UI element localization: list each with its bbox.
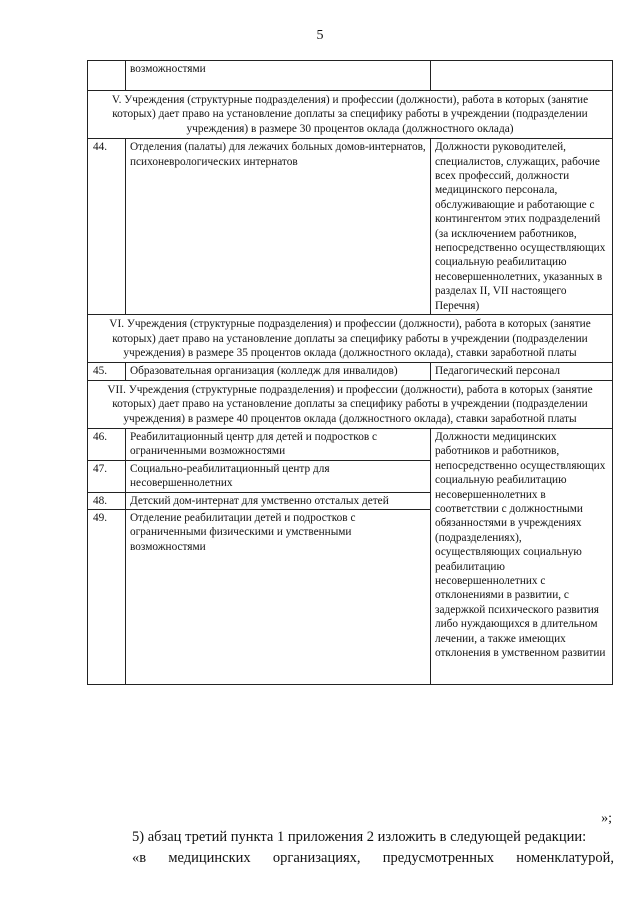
- table-row: [88, 363, 613, 380]
- position-cell: [431, 61, 613, 91]
- section-title: VII. Учреждения (структурные подразделения) и профессии (должности), работа в которых (занятие которых) дает право на установление доплаты за специфику работы в учреждении (подразделении учреждения) в размере 40 процентов оклада (должностного оклада), ставки заработной платы: [88, 380, 613, 428]
- number-cell: 47.: [88, 460, 126, 492]
- table-row: [88, 139, 613, 315]
- section-title: V. Учреждения (структурные подразделения) и профессии (должности), работа в которых (занятие которых) дает право на установление доплаты за специфику работы в учреждении (подразделении учреждения) в размере 30 процентов оклада (должностного оклада): [88, 91, 613, 139]
- name-cell: Отделение реабилитации детей и подростков с ограниченными физическими и умственными возможностями: [126, 509, 431, 684]
- section-header-v: [88, 91, 613, 139]
- name-cell: Реабилитационный центр для детей и подростков с ограниченными возможностями: [126, 428, 431, 460]
- number-cell: [88, 61, 126, 91]
- name-cell: возможностями: [126, 61, 431, 91]
- position-cell: Должности руководителей, специалистов, служащих, рабочие всех профессий, должности медицинского персонала, обслуживающие и работающие с контингентом этих подразделений (за исключением работников, непосредственно осуществляющих социальную реабилитацию несовершеннолетних, указанных в разделах II, VII настоящего Перечня): [431, 139, 613, 315]
- number-cell: 49.: [88, 509, 126, 684]
- number-cell: 44.: [88, 139, 126, 315]
- name-cell: Образовательная организация (колледж для инвалидов): [126, 363, 431, 380]
- name-cell: Социально-реабилитационный центр для несовершеннолетних: [126, 460, 431, 492]
- number-cell: 48.: [88, 492, 126, 509]
- name-cell: Детский дом-интернат для умственно отсталых детей: [126, 492, 431, 509]
- table-row: [88, 428, 613, 460]
- section-title: VI. Учреждения (структурные подразделения) и профессии (должности), работа в которых (занятие которых) дает право на установление доплаты за специфику работы в учреждении (подразделении учреждения) в размере 35 процентов оклада (должностного оклада), ставки заработной платы: [88, 315, 613, 363]
- position-cell: Должности медицинских работников и работников, непосредственно осуществляющих социальную реабилитацию несовершеннолетних в соответствии с должностными обязанностями в учреждениях (подразделениях), осуществляющих социальную реабилитацию несовершеннолетних с отклонениями в развитии, с задержкой психического развития либо нуждающихся в длительном лечении, а также имеющих отклонения в умственном развитии: [431, 428, 613, 684]
- table-row: [88, 61, 613, 91]
- section-header-vii: [88, 380, 613, 428]
- amendment-paragraph: 5) абзац третий пункта 1 приложения 2 изложить в следующей редакции:: [132, 829, 587, 845]
- number-cell: 46.: [88, 428, 126, 460]
- page-number: 5: [316, 28, 324, 43]
- position-cell: Педагогический персонал: [431, 363, 613, 380]
- name-cell: Отделения (палаты) для лежачих больных домов-интернатов, психоневрологических интернатов: [126, 139, 431, 315]
- closing-quote: »;: [601, 811, 612, 826]
- section-header-vi: [88, 315, 613, 363]
- perechen-table: [87, 60, 613, 685]
- number-cell: 45.: [88, 363, 126, 380]
- quoted-text-start: «в медицинских организациях, предусмотренных номенклатурой,: [132, 850, 614, 866]
